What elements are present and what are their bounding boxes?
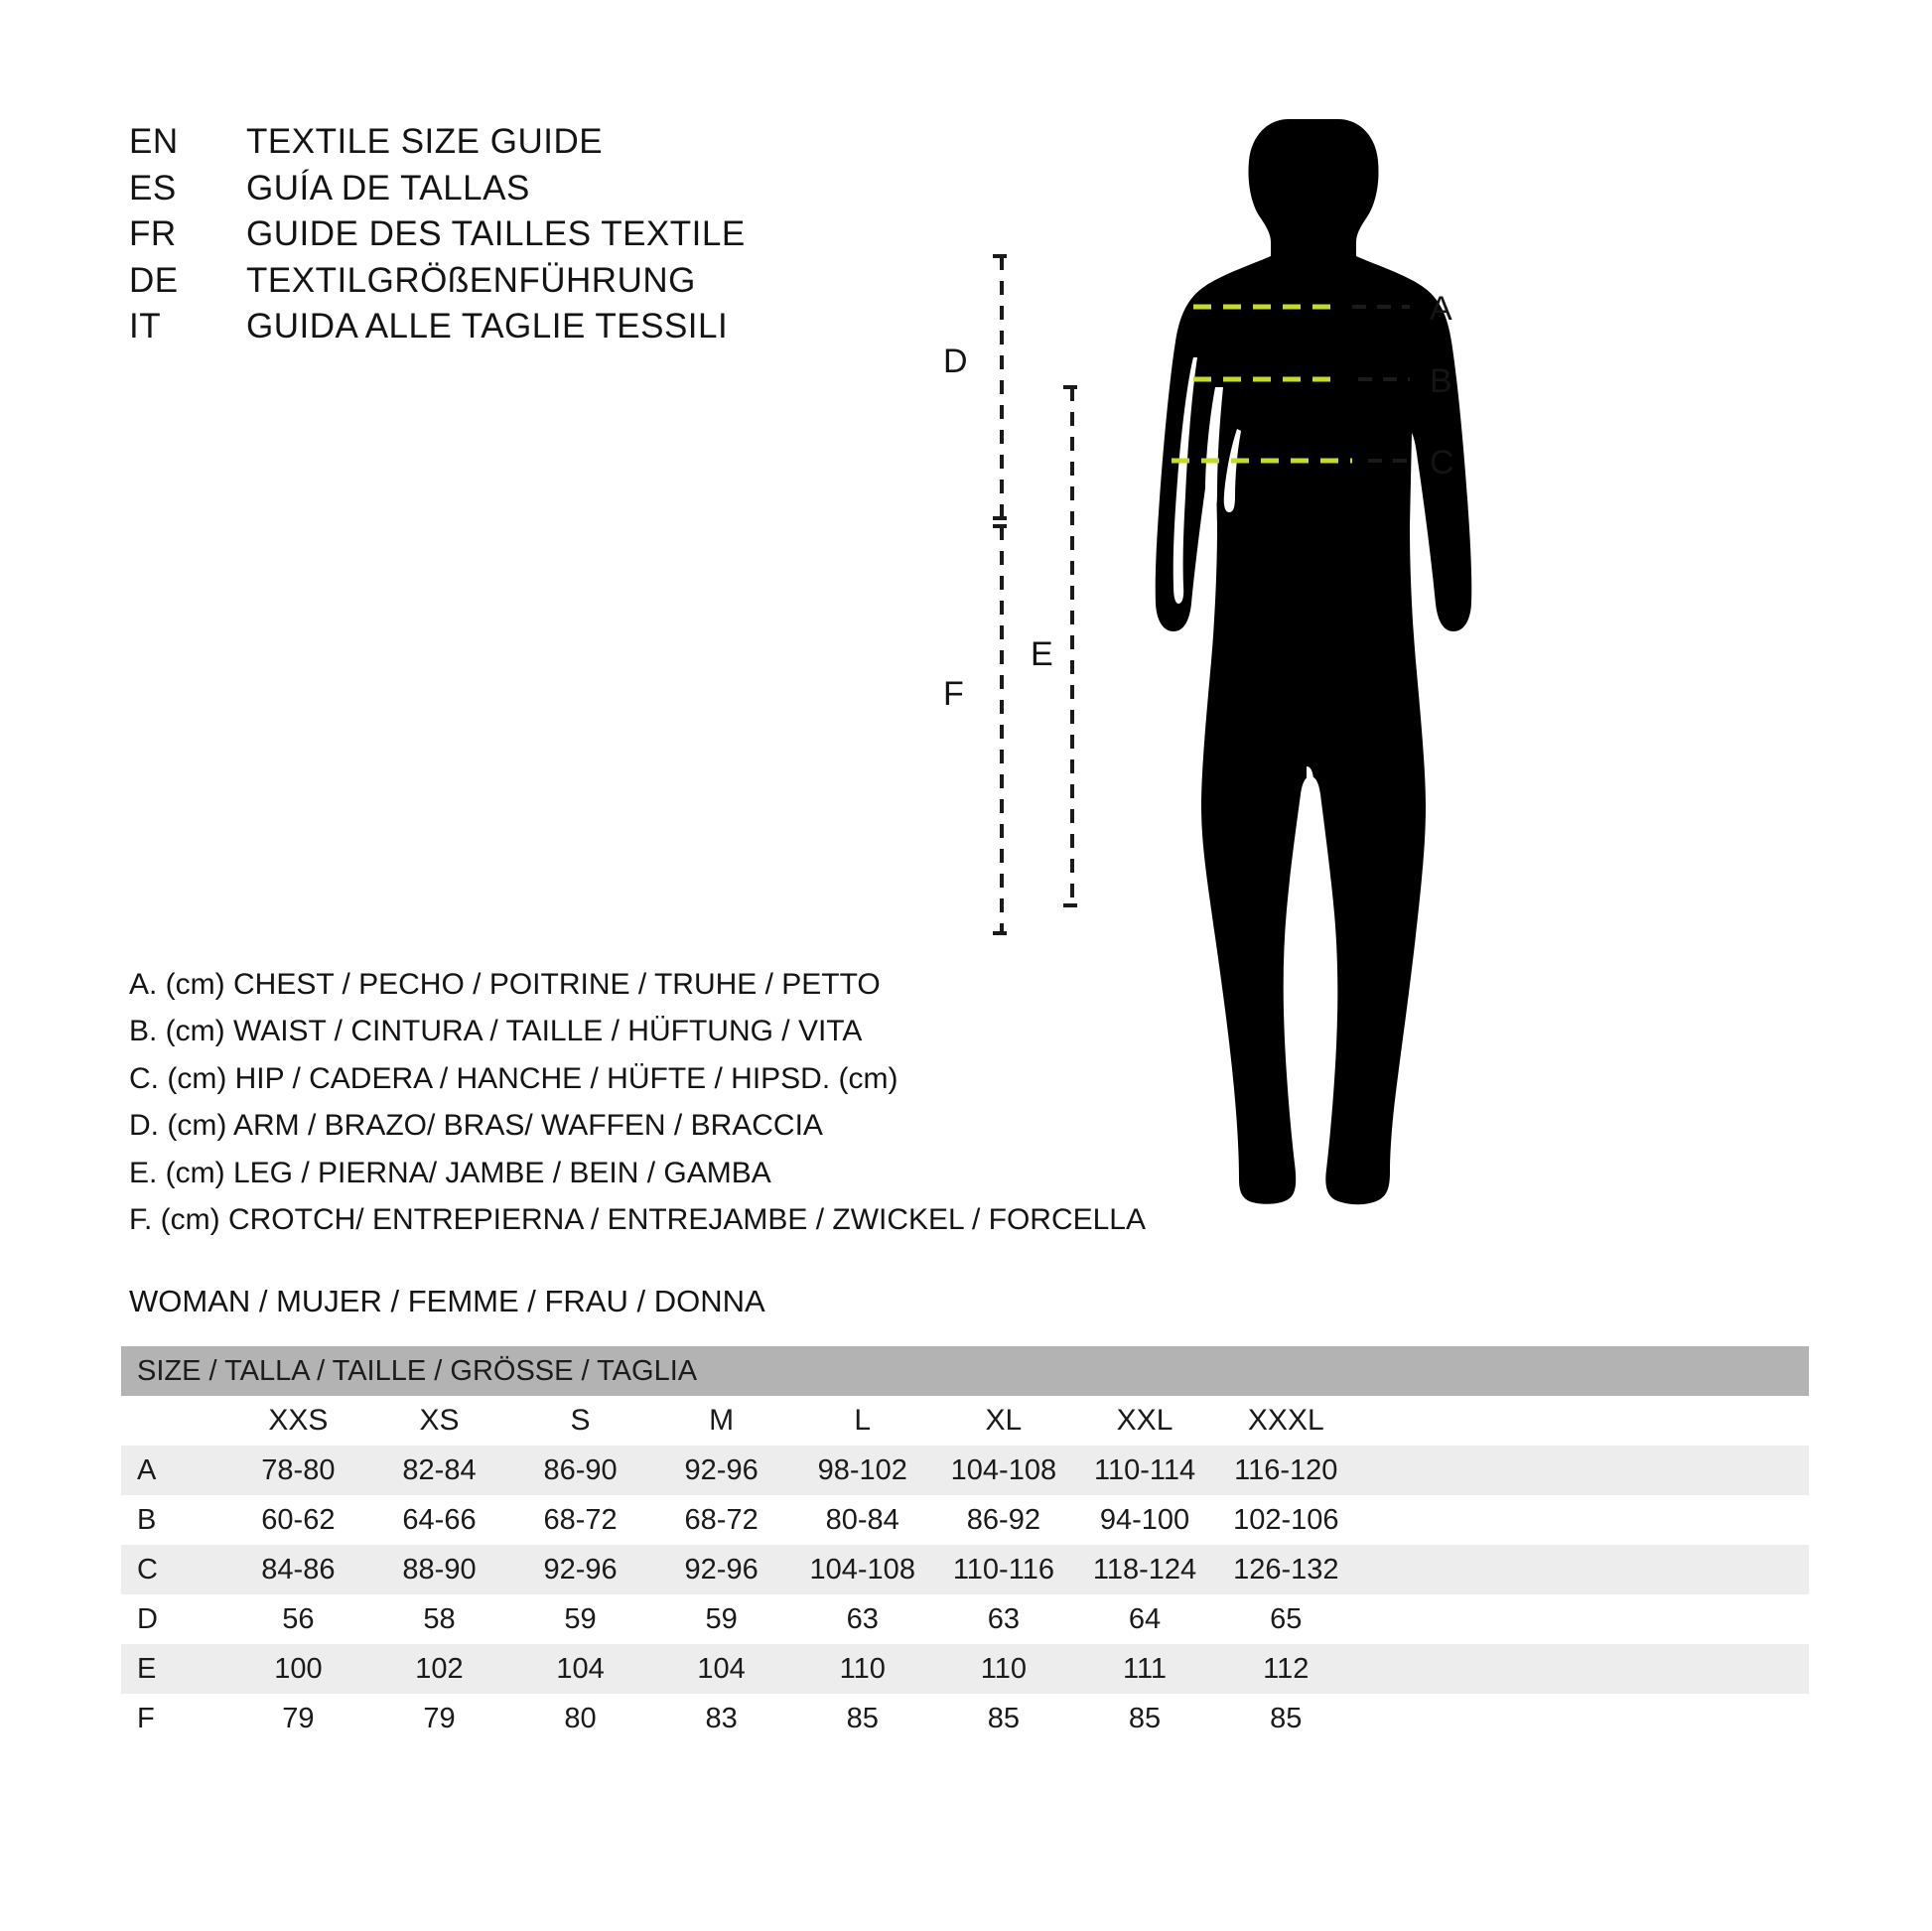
cell-filler xyxy=(1356,1545,1809,1594)
table-row xyxy=(121,1446,1809,1495)
legend-item-d: D. (cm) ARM / BRAZO/ BRAS/ WAFFEN / BRACCIA xyxy=(129,1109,823,1143)
column-header-xxxl: XXXL xyxy=(1215,1396,1356,1446)
cell: 111 xyxy=(1074,1644,1215,1694)
cell: 98-102 xyxy=(792,1446,933,1495)
cell: 63 xyxy=(792,1594,933,1644)
gender-caption: WOMAN / MUJER / FEMME / FRAU / DONNA xyxy=(129,1284,765,1318)
column-header-xxs: XXS xyxy=(227,1396,368,1446)
row-label-a: A xyxy=(121,1446,227,1495)
cell-filler xyxy=(1356,1694,1809,1743)
cell: 116-120 xyxy=(1215,1446,1356,1495)
cell: 63 xyxy=(933,1594,1074,1644)
callout-label-a: A xyxy=(1430,290,1452,328)
cell: 64 xyxy=(1074,1594,1215,1644)
cell: 104-108 xyxy=(792,1545,933,1594)
title-lang-code: FR xyxy=(129,214,177,254)
cell: 110-114 xyxy=(1074,1446,1215,1495)
cell: 79 xyxy=(227,1694,368,1743)
title-lang-text: GUIDA ALLE TAGLIE TESSILI xyxy=(246,307,729,346)
cell-filler xyxy=(1356,1495,1809,1545)
size-table xyxy=(121,1346,1809,1743)
legend-item-a: A. (cm) CHEST / PECHO / POITRINE / TRUHE / PETTO xyxy=(129,968,881,1001)
table-title-row xyxy=(121,1346,1809,1396)
header-filler xyxy=(1356,1396,1809,1446)
cell: 60-62 xyxy=(227,1495,368,1545)
bracket-e xyxy=(1063,387,1081,905)
table-header-row xyxy=(121,1396,1809,1446)
cell: 83 xyxy=(651,1694,792,1743)
language-title-block xyxy=(129,119,923,350)
cell: 104 xyxy=(651,1644,792,1694)
column-header-s: S xyxy=(510,1396,651,1446)
row-label-b: B xyxy=(121,1495,227,1545)
cell: 92-96 xyxy=(651,1446,792,1495)
cell: 85 xyxy=(1215,1694,1356,1743)
cell: 85 xyxy=(1074,1694,1215,1743)
column-header-xxl: XXL xyxy=(1074,1396,1215,1446)
cell: 84-86 xyxy=(227,1545,368,1594)
cell: 85 xyxy=(792,1694,933,1743)
table-title: SIZE / TALLA / TAILLE / GRÖSSE / TAGLIA xyxy=(121,1346,1809,1396)
callout-label-c: C xyxy=(1430,444,1454,482)
bracket-label-e: E xyxy=(1031,635,1053,673)
cell: 80 xyxy=(510,1694,651,1743)
table-row xyxy=(121,1594,1809,1644)
cell: 68-72 xyxy=(651,1495,792,1545)
cell-filler xyxy=(1356,1446,1809,1495)
cell: 110 xyxy=(933,1644,1074,1694)
cell: 58 xyxy=(368,1594,509,1644)
title-lang-text: TEXTILE SIZE GUIDE xyxy=(246,122,604,161)
cell: 64-66 xyxy=(368,1495,509,1545)
cell-filler xyxy=(1356,1644,1809,1694)
cell: 94-100 xyxy=(1074,1495,1215,1545)
title-row-en xyxy=(129,119,923,166)
cell: 100 xyxy=(227,1644,368,1694)
cell: 85 xyxy=(933,1694,1074,1743)
cell: 65 xyxy=(1215,1594,1356,1644)
column-header-m: M xyxy=(651,1396,792,1446)
callout-label-b: B xyxy=(1430,362,1452,400)
bracket-d xyxy=(993,256,1011,518)
cell: 102 xyxy=(368,1644,509,1694)
column-header-xs: XS xyxy=(368,1396,509,1446)
bracket-label-f: F xyxy=(943,675,964,713)
legend-item-e: E. (cm) LEG / PIERNA/ JAMBE / BEIN / GAMBA xyxy=(129,1156,771,1189)
cell: 82-84 xyxy=(368,1446,509,1495)
cell: 104-108 xyxy=(933,1446,1074,1495)
cell: 78-80 xyxy=(227,1446,368,1495)
row-label-c: C xyxy=(121,1545,227,1594)
table-row xyxy=(121,1644,1809,1694)
title-row-it xyxy=(129,304,923,350)
cell: 126-132 xyxy=(1215,1545,1356,1594)
measurement-legend xyxy=(129,961,1241,1243)
title-row-es xyxy=(129,166,923,212)
title-lang-code: EN xyxy=(129,122,179,161)
bracket-f xyxy=(993,526,1011,933)
title-row-de xyxy=(129,258,923,305)
cell: 86-92 xyxy=(933,1495,1074,1545)
column-header-xl: XL xyxy=(933,1396,1074,1446)
bracket-label-d: D xyxy=(943,343,968,380)
title-lang-text: GUIDE DES TAILLES TEXTILE xyxy=(246,214,746,254)
legend-item-c: C. (cm) HIP / CADERA / HANCHE / HÜFTE / HIPSD. (cm) xyxy=(129,1061,898,1095)
row-label-d: D xyxy=(121,1594,227,1644)
title-lang-text: GUÍA DE TALLAS xyxy=(246,168,530,207)
cell: 110-116 xyxy=(933,1545,1074,1594)
cell: 79 xyxy=(368,1694,509,1743)
title-lang-text: TEXTILGRÖßENFÜHRUNG xyxy=(246,260,696,300)
cell: 59 xyxy=(651,1594,792,1644)
table-row xyxy=(121,1545,1809,1594)
cell: 112 xyxy=(1215,1644,1356,1694)
table-row xyxy=(121,1694,1809,1743)
cell: 68-72 xyxy=(510,1495,651,1545)
cell: 88-90 xyxy=(368,1545,509,1594)
cell: 80-84 xyxy=(792,1495,933,1545)
title-lang-code: DE xyxy=(129,260,179,300)
table-row xyxy=(121,1495,1809,1545)
column-header-l: L xyxy=(792,1396,933,1446)
legend-item-f: F. (cm) CROTCH/ ENTREPIERNA / ENTREJAMBE / ZWICKEL / FORCELLA xyxy=(129,1202,1146,1236)
row-label-e: E xyxy=(121,1644,227,1694)
title-row-fr xyxy=(129,211,923,258)
cell: 118-124 xyxy=(1074,1545,1215,1594)
cell: 102-106 xyxy=(1215,1495,1356,1545)
title-lang-code: ES xyxy=(129,168,177,207)
cell: 110 xyxy=(792,1644,933,1694)
cell: 59 xyxy=(510,1594,651,1644)
cell: 56 xyxy=(227,1594,368,1644)
row-label-f: F xyxy=(121,1694,227,1743)
cell: 92-96 xyxy=(651,1545,792,1594)
legend-item-b: B. (cm) WAIST / CINTURA / TAILLE / HÜFTUNG / VITA xyxy=(129,1015,863,1048)
title-lang-code: IT xyxy=(129,307,162,346)
header-corner xyxy=(121,1396,227,1446)
cell: 92-96 xyxy=(510,1545,651,1594)
cell: 104 xyxy=(510,1644,651,1694)
cell-filler xyxy=(1356,1594,1809,1644)
cell: 86-90 xyxy=(510,1446,651,1495)
